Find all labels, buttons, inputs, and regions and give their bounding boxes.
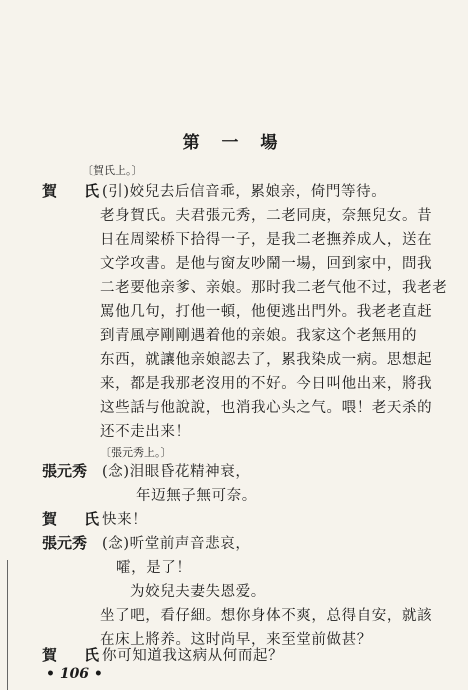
script-line [0, 276, 468, 300]
speaker-name: 賀 氏 [42, 182, 106, 200]
line-text: 快来！ [102, 512, 148, 528]
scene-title: 第 一 場 [182, 133, 286, 153]
script-line [0, 372, 468, 396]
stage-direction: 〔賀氏上。〕 [82, 164, 143, 177]
script-line [0, 604, 468, 628]
line-text: (念)听堂前声音悲哀， [102, 536, 251, 552]
line-text: 你可知道我这病从何而起？ [102, 648, 284, 664]
script-line [0, 644, 468, 668]
line-text: 罵他几句，打他一頓，他便逃出門外。我老老直赶 [100, 304, 433, 320]
script-line [0, 300, 468, 324]
script-line [0, 420, 468, 444]
line-text: 日在周梁桥下拾得一子，是我二老撫养成人，送在 [100, 232, 433, 248]
speaker-name: 賀 氏 [42, 646, 106, 664]
script-line [0, 228, 468, 252]
line-text: 二老要他亲爹、亲娘。那时我二老气他不过，我老老 [100, 280, 448, 296]
speaker-name: 賀 氏 [42, 510, 106, 528]
page-number: • 106 • [46, 666, 103, 682]
stage-direction: 〔張元秀上。〕 [100, 446, 172, 459]
script-line [0, 180, 468, 204]
script-line [0, 508, 468, 532]
line-text: 嚯，是了！ [116, 560, 192, 576]
line-text: 坐了吧，看仔細。想你身体不爽，总得自安，就該 [100, 608, 433, 624]
line-text: (引)姣兒去后信音乖，累娘亲，倚門等待。 [102, 184, 387, 200]
script-line [0, 204, 468, 228]
script-line [0, 484, 468, 508]
script-line [0, 324, 468, 348]
script-line [0, 348, 468, 372]
line-text: 还不走出来！ [100, 424, 191, 440]
speaker-name: 張元秀 [42, 534, 88, 552]
line-text: 东西，就讓他亲娘認去了，累我染成一病。思想起 [100, 352, 433, 368]
script-line [0, 532, 468, 556]
line-text: 为姣兒夫妻失恩爱。 [130, 584, 266, 600]
binding-edge [7, 560, 8, 690]
line-text: 来，都是我那老沒用的不好。今日叫他出来，將我 [100, 376, 433, 392]
line-text: 到青風亭剛剛遇着他的亲娘。我家这个老無用的 [100, 328, 418, 344]
line-text: 老身賀氏。夫君張元秀，二老同庚，奈無兒女。昔 [100, 208, 433, 224]
script-line [0, 556, 468, 580]
line-text: (念)泪眼昏花精神衰， [102, 464, 251, 480]
script-line [0, 460, 468, 484]
script-line [0, 252, 468, 276]
script-line [0, 396, 468, 420]
line-text: 年迈無子無可奈。 [136, 488, 257, 504]
line-text: 文学攻書。是他与窗友吵鬧一場，回到家中，問我 [100, 256, 433, 272]
speaker-name: 張元秀 [42, 462, 88, 480]
line-text: 这些話与他說說，也消我心头之气。喂！老天杀的 [100, 400, 433, 416]
line-text: 在床上將养。这时尚早，来至堂前做甚？ [100, 632, 372, 648]
script-line [0, 580, 468, 604]
